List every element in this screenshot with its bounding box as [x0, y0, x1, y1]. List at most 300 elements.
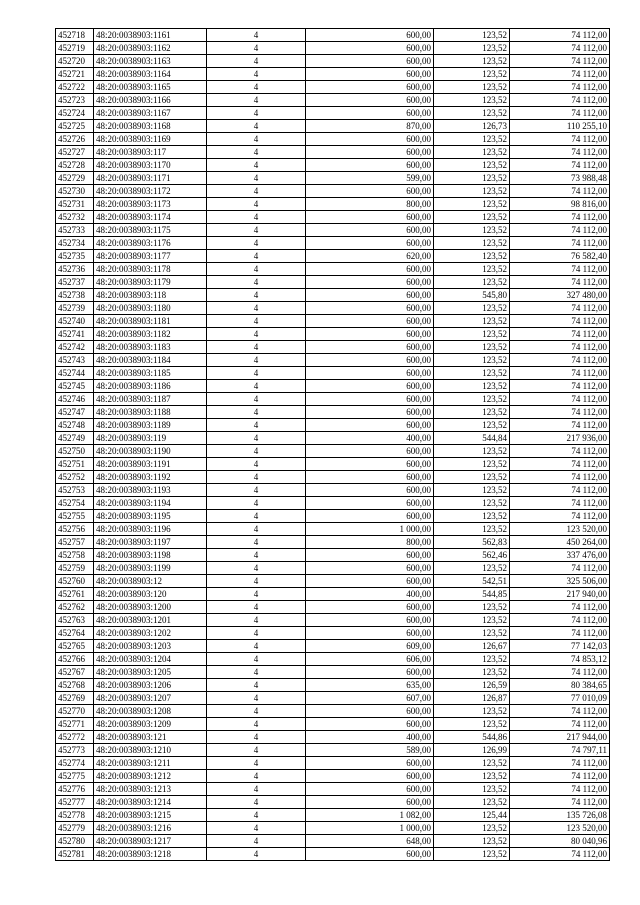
cadastral-number-cell: 48:20:0038903:1174 — [94, 211, 207, 224]
category-cell: 4 — [207, 588, 306, 601]
cadastral-number-cell: 48:20:0038903:1181 — [94, 315, 207, 328]
row-number-cell: 452720 — [56, 55, 94, 68]
cadastral-value-cell: 74 112,00 — [510, 237, 610, 250]
cadastral-number-cell: 48:20:0038903:1199 — [94, 562, 207, 575]
row-number-cell: 452735 — [56, 250, 94, 263]
table-row — [56, 406, 610, 419]
table-row — [56, 445, 610, 458]
category-cell: 4 — [207, 29, 306, 42]
cadastral-number-cell: 48:20:0038903:1161 — [94, 29, 207, 42]
cadastral-number-cell: 48:20:0038903:1167 — [94, 107, 207, 120]
table-row — [56, 159, 610, 172]
specific-value-cell: 123,52 — [434, 822, 510, 835]
row-number-cell: 452781 — [56, 848, 94, 861]
category-cell: 4 — [207, 263, 306, 276]
cadastral-value-cell: 74 853,12 — [510, 653, 610, 666]
cadastral-value-cell: 337 476,00 — [510, 549, 610, 562]
area-cell: 600,00 — [306, 770, 434, 783]
cadastral-value-cell: 74 112,00 — [510, 614, 610, 627]
cadastral-number-cell: 48:20:0038903:117 — [94, 146, 207, 159]
cadastral-value-table — [55, 28, 610, 861]
cadastral-number-cell: 48:20:0038903:1198 — [94, 549, 207, 562]
row-number-cell: 452725 — [56, 120, 94, 133]
specific-value-cell: 123,52 — [434, 315, 510, 328]
cadastral-number-cell: 48:20:0038903:1179 — [94, 276, 207, 289]
cadastral-value-cell: 74 112,00 — [510, 666, 610, 679]
cadastral-value-cell: 73 988,48 — [510, 172, 610, 185]
area-cell: 600,00 — [306, 211, 434, 224]
specific-value-cell: 126,59 — [434, 679, 510, 692]
cadastral-number-cell: 48:20:0038903:1172 — [94, 185, 207, 198]
specific-value-cell: 125,44 — [434, 809, 510, 822]
table-row — [56, 497, 610, 510]
area-cell: 600,00 — [306, 276, 434, 289]
cadastral-value-cell: 123 520,00 — [510, 822, 610, 835]
category-cell: 4 — [207, 471, 306, 484]
specific-value-cell: 123,52 — [434, 406, 510, 419]
row-number-cell: 452719 — [56, 42, 94, 55]
cadastral-value-cell: 123 520,00 — [510, 523, 610, 536]
area-cell: 600,00 — [306, 497, 434, 510]
specific-value-cell: 123,52 — [434, 172, 510, 185]
cadastral-value-cell: 74 112,00 — [510, 146, 610, 159]
table-row — [56, 679, 610, 692]
cadastral-number-cell: 48:20:0038903:1187 — [94, 393, 207, 406]
area-cell: 1 000,00 — [306, 523, 434, 536]
table-row — [56, 575, 610, 588]
row-number-cell: 452734 — [56, 237, 94, 250]
category-cell: 4 — [207, 42, 306, 55]
cadastral-value-cell: 74 112,00 — [510, 42, 610, 55]
cadastral-value-cell: 74 112,00 — [510, 341, 610, 354]
specific-value-cell: 123,52 — [434, 354, 510, 367]
area-cell: 600,00 — [306, 315, 434, 328]
row-number-cell: 452765 — [56, 640, 94, 653]
table-row — [56, 120, 610, 133]
area-cell: 600,00 — [306, 757, 434, 770]
cadastral-number-cell: 48:20:0038903:1178 — [94, 263, 207, 276]
row-number-cell: 452733 — [56, 224, 94, 237]
category-cell: 4 — [207, 848, 306, 861]
cadastral-value-cell: 76 582,40 — [510, 250, 610, 263]
area-cell: 400,00 — [306, 731, 434, 744]
table-row — [56, 640, 610, 653]
specific-value-cell: 123,52 — [434, 263, 510, 276]
area-cell: 600,00 — [306, 341, 434, 354]
specific-value-cell: 123,52 — [434, 94, 510, 107]
specific-value-cell: 123,52 — [434, 133, 510, 146]
cadastral-number-cell: 48:20:0038903:1186 — [94, 380, 207, 393]
category-cell: 4 — [207, 705, 306, 718]
specific-value-cell: 123,52 — [434, 627, 510, 640]
category-cell: 4 — [207, 484, 306, 497]
row-number-cell: 452754 — [56, 497, 94, 510]
category-cell: 4 — [207, 367, 306, 380]
area-cell: 600,00 — [306, 484, 434, 497]
area-cell: 600,00 — [306, 107, 434, 120]
row-number-cell: 452748 — [56, 419, 94, 432]
row-number-cell: 452751 — [56, 458, 94, 471]
cadastral-number-cell: 48:20:0038903:1215 — [94, 809, 207, 822]
row-number-cell: 452773 — [56, 744, 94, 757]
area-cell: 600,00 — [306, 705, 434, 718]
table-row — [56, 224, 610, 237]
specific-value-cell: 123,52 — [434, 835, 510, 848]
category-cell: 4 — [207, 393, 306, 406]
cadastral-value-cell: 74 112,00 — [510, 211, 610, 224]
cadastral-value-cell: 74 112,00 — [510, 562, 610, 575]
cadastral-value-cell: 74 112,00 — [510, 68, 610, 81]
table-row — [56, 198, 610, 211]
specific-value-cell: 123,52 — [434, 523, 510, 536]
cadastral-number-cell: 48:20:0038903:1206 — [94, 679, 207, 692]
area-cell: 600,00 — [306, 55, 434, 68]
row-number-cell: 452744 — [56, 367, 94, 380]
specific-value-cell: 123,52 — [434, 718, 510, 731]
category-cell: 4 — [207, 406, 306, 419]
specific-value-cell: 123,52 — [434, 783, 510, 796]
row-number-cell: 452737 — [56, 276, 94, 289]
specific-value-cell: 123,52 — [434, 198, 510, 211]
area-cell: 600,00 — [306, 549, 434, 562]
table-row — [56, 133, 610, 146]
area-cell: 609,00 — [306, 640, 434, 653]
specific-value-cell: 123,52 — [434, 380, 510, 393]
category-cell: 4 — [207, 302, 306, 315]
row-number-cell: 452770 — [56, 705, 94, 718]
category-cell: 4 — [207, 81, 306, 94]
cadastral-value-cell: 77 142,03 — [510, 640, 610, 653]
category-cell: 4 — [207, 822, 306, 835]
row-number-cell: 452753 — [56, 484, 94, 497]
category-cell: 4 — [207, 744, 306, 757]
cadastral-number-cell: 48:20:0038903:1203 — [94, 640, 207, 653]
table-row — [56, 354, 610, 367]
area-cell: 600,00 — [306, 393, 434, 406]
table-row — [56, 484, 610, 497]
area-cell: 599,00 — [306, 172, 434, 185]
area-cell: 589,00 — [306, 744, 434, 757]
area-cell: 600,00 — [306, 666, 434, 679]
table-row — [56, 770, 610, 783]
area-cell: 800,00 — [306, 536, 434, 549]
specific-value-cell: 123,52 — [434, 146, 510, 159]
row-number-cell: 452728 — [56, 159, 94, 172]
row-number-cell: 452771 — [56, 718, 94, 731]
specific-value-cell: 123,52 — [434, 250, 510, 263]
cadastral-number-cell: 48:20:0038903:1192 — [94, 471, 207, 484]
table-row — [56, 562, 610, 575]
area-cell: 600,00 — [306, 575, 434, 588]
cadastral-number-cell: 48:20:0038903:1193 — [94, 484, 207, 497]
specific-value-cell: 123,52 — [434, 614, 510, 627]
specific-value-cell: 123,52 — [434, 107, 510, 120]
area-cell: 635,00 — [306, 679, 434, 692]
specific-value-cell: 123,52 — [434, 367, 510, 380]
cadastral-number-cell: 48:20:0038903:1207 — [94, 692, 207, 705]
cadastral-value-cell: 74 112,00 — [510, 471, 610, 484]
row-number-cell: 452776 — [56, 783, 94, 796]
cadastral-number-cell: 48:20:0038903:1165 — [94, 81, 207, 94]
specific-value-cell: 123,52 — [434, 471, 510, 484]
row-number-cell: 452746 — [56, 393, 94, 406]
area-cell: 800,00 — [306, 198, 434, 211]
cadastral-number-cell: 48:20:0038903:1194 — [94, 497, 207, 510]
cadastral-number-cell: 48:20:0038903:1163 — [94, 55, 207, 68]
row-number-cell: 452750 — [56, 445, 94, 458]
row-number-cell: 452775 — [56, 770, 94, 783]
row-number-cell: 452743 — [56, 354, 94, 367]
cadastral-value-cell: 74 797,11 — [510, 744, 610, 757]
area-cell: 607,00 — [306, 692, 434, 705]
table-row — [56, 42, 610, 55]
row-number-cell: 452756 — [56, 523, 94, 536]
area-cell: 600,00 — [306, 29, 434, 42]
area-cell: 1 082,00 — [306, 809, 434, 822]
category-cell: 4 — [207, 146, 306, 159]
cadastral-value-cell: 74 112,00 — [510, 510, 610, 523]
row-number-cell: 452769 — [56, 692, 94, 705]
cadastral-number-cell: 48:20:0038903:1168 — [94, 120, 207, 133]
specific-value-cell: 126,99 — [434, 744, 510, 757]
table-row — [56, 289, 610, 302]
cadastral-value-cell: 74 112,00 — [510, 315, 610, 328]
row-number-cell: 452722 — [56, 81, 94, 94]
area-cell: 600,00 — [306, 796, 434, 809]
cadastral-value-cell: 217 944,00 — [510, 731, 610, 744]
cadastral-value-cell: 74 112,00 — [510, 224, 610, 237]
specific-value-cell: 544,85 — [434, 588, 510, 601]
row-number-cell: 452749 — [56, 432, 94, 445]
category-cell: 4 — [207, 276, 306, 289]
category-cell: 4 — [207, 809, 306, 822]
cadastral-value-cell: 74 112,00 — [510, 29, 610, 42]
specific-value-cell: 123,52 — [434, 341, 510, 354]
cadastral-number-cell: 48:20:0038903:1196 — [94, 523, 207, 536]
category-cell: 4 — [207, 341, 306, 354]
table-row — [56, 94, 610, 107]
specific-value-cell: 123,52 — [434, 653, 510, 666]
specific-value-cell: 562,46 — [434, 549, 510, 562]
row-number-cell: 452777 — [56, 796, 94, 809]
specific-value-cell: 126,67 — [434, 640, 510, 653]
area-cell: 600,00 — [306, 185, 434, 198]
table-row — [56, 549, 610, 562]
category-cell: 4 — [207, 497, 306, 510]
area-cell: 600,00 — [306, 419, 434, 432]
table-row — [56, 731, 610, 744]
cadastral-value-cell: 74 112,00 — [510, 302, 610, 315]
row-number-cell: 452739 — [56, 302, 94, 315]
cadastral-value-cell: 74 112,00 — [510, 796, 610, 809]
cadastral-value-cell: 74 112,00 — [510, 458, 610, 471]
specific-value-cell: 123,52 — [434, 601, 510, 614]
cadastral-value-cell: 74 112,00 — [510, 783, 610, 796]
cadastral-value-cell: 74 112,00 — [510, 445, 610, 458]
category-cell: 4 — [207, 159, 306, 172]
row-number-cell: 452732 — [56, 211, 94, 224]
row-number-cell: 452740 — [56, 315, 94, 328]
cadastral-number-cell: 48:20:0038903:1197 — [94, 536, 207, 549]
table-row — [56, 692, 610, 705]
table-row — [56, 172, 610, 185]
specific-value-cell: 123,52 — [434, 224, 510, 237]
table-row — [56, 523, 610, 536]
cadastral-number-cell: 48:20:0038903:1170 — [94, 159, 207, 172]
cadastral-number-cell: 48:20:0038903:1201 — [94, 614, 207, 627]
table-row — [56, 510, 610, 523]
area-cell: 620,00 — [306, 250, 434, 263]
row-number-cell: 452761 — [56, 588, 94, 601]
table-row — [56, 458, 610, 471]
area-cell: 600,00 — [306, 159, 434, 172]
cadastral-value-cell: 450 264,00 — [510, 536, 610, 549]
specific-value-cell: 123,52 — [434, 328, 510, 341]
area-cell: 600,00 — [306, 146, 434, 159]
cadastral-number-cell: 48:20:0038903:1166 — [94, 94, 207, 107]
cadastral-number-cell: 48:20:0038903:1212 — [94, 770, 207, 783]
table-row — [56, 653, 610, 666]
category-cell: 4 — [207, 783, 306, 796]
row-number-cell: 452738 — [56, 289, 94, 302]
cadastral-value-cell: 74 112,00 — [510, 107, 610, 120]
row-number-cell: 452778 — [56, 809, 94, 822]
category-cell: 4 — [207, 354, 306, 367]
area-cell: 870,00 — [306, 120, 434, 133]
category-cell: 4 — [207, 614, 306, 627]
specific-value-cell: 123,52 — [434, 42, 510, 55]
cadastral-value-cell: 74 112,00 — [510, 185, 610, 198]
specific-value-cell: 123,52 — [434, 445, 510, 458]
table-row — [56, 783, 610, 796]
table-row — [56, 81, 610, 94]
cadastral-number-cell: 48:20:0038903:1205 — [94, 666, 207, 679]
cadastral-number-cell: 48:20:0038903:1217 — [94, 835, 207, 848]
cadastral-number-cell: 48:20:0038903:1190 — [94, 445, 207, 458]
category-cell: 4 — [207, 94, 306, 107]
cadastral-number-cell: 48:20:0038903:1184 — [94, 354, 207, 367]
category-cell: 4 — [207, 575, 306, 588]
category-cell: 4 — [207, 757, 306, 770]
category-cell: 4 — [207, 55, 306, 68]
cadastral-value-cell: 327 480,00 — [510, 289, 610, 302]
table-row — [56, 276, 610, 289]
table-row — [56, 211, 610, 224]
cadastral-number-cell: 48:20:0038903:1188 — [94, 406, 207, 419]
cadastral-value-cell: 135 726,08 — [510, 809, 610, 822]
row-number-cell: 452718 — [56, 29, 94, 42]
category-cell: 4 — [207, 835, 306, 848]
cadastral-number-cell: 48:20:0038903:120 — [94, 588, 207, 601]
cadastral-number-cell: 48:20:0038903:1200 — [94, 601, 207, 614]
category-cell: 4 — [207, 211, 306, 224]
table-row — [56, 705, 610, 718]
table-row — [56, 536, 610, 549]
area-cell: 600,00 — [306, 354, 434, 367]
table-row — [56, 185, 610, 198]
cadastral-value-cell: 110 255,10 — [510, 120, 610, 133]
table-row — [56, 796, 610, 809]
category-cell: 4 — [207, 315, 306, 328]
specific-value-cell: 123,52 — [434, 302, 510, 315]
category-cell: 4 — [207, 731, 306, 744]
specific-value-cell: 123,52 — [434, 510, 510, 523]
category-cell: 4 — [207, 120, 306, 133]
table-row — [56, 302, 610, 315]
cadastral-number-cell: 48:20:0038903:1191 — [94, 458, 207, 471]
area-cell: 600,00 — [306, 94, 434, 107]
cadastral-value-cell: 74 112,00 — [510, 718, 610, 731]
table-row — [56, 380, 610, 393]
cadastral-value-cell: 217 940,00 — [510, 588, 610, 601]
cadastral-value-cell: 74 112,00 — [510, 757, 610, 770]
row-number-cell: 452741 — [56, 328, 94, 341]
table-row — [56, 627, 610, 640]
specific-value-cell: 545,80 — [434, 289, 510, 302]
area-cell: 600,00 — [306, 224, 434, 237]
area-cell: 600,00 — [306, 68, 434, 81]
area-cell: 600,00 — [306, 406, 434, 419]
category-cell: 4 — [207, 666, 306, 679]
area-cell: 1 000,00 — [306, 822, 434, 835]
table-row — [56, 263, 610, 276]
table-row — [56, 835, 610, 848]
row-number-cell: 452721 — [56, 68, 94, 81]
cadastral-value-cell: 74 112,00 — [510, 406, 610, 419]
specific-value-cell: 542,51 — [434, 575, 510, 588]
cadastral-number-cell: 48:20:0038903:1171 — [94, 172, 207, 185]
cadastral-number-cell: 48:20:0038903:1195 — [94, 510, 207, 523]
area-cell: 600,00 — [306, 718, 434, 731]
cadastral-value-cell: 217 936,00 — [510, 432, 610, 445]
cadastral-value-cell: 74 112,00 — [510, 705, 610, 718]
specific-value-cell: 123,52 — [434, 770, 510, 783]
row-number-cell: 452723 — [56, 94, 94, 107]
category-cell: 4 — [207, 68, 306, 81]
specific-value-cell: 123,52 — [434, 29, 510, 42]
cadastral-value-cell: 74 112,00 — [510, 367, 610, 380]
cadastral-number-cell: 48:20:0038903:121 — [94, 731, 207, 744]
cadastral-value-cell: 74 112,00 — [510, 159, 610, 172]
cadastral-value-cell: 74 112,00 — [510, 133, 610, 146]
row-number-cell: 452763 — [56, 614, 94, 627]
table-row — [56, 419, 610, 432]
category-cell: 4 — [207, 380, 306, 393]
table-row — [56, 744, 610, 757]
area-cell: 600,00 — [306, 627, 434, 640]
cadastral-number-cell: 48:20:0038903:118 — [94, 289, 207, 302]
specific-value-cell: 123,52 — [434, 68, 510, 81]
area-cell: 600,00 — [306, 289, 434, 302]
table-row — [56, 588, 610, 601]
table-row — [56, 432, 610, 445]
cadastral-value-cell: 74 112,00 — [510, 263, 610, 276]
cadastral-number-cell: 48:20:0038903:1182 — [94, 328, 207, 341]
category-cell: 4 — [207, 601, 306, 614]
cadastral-number-cell: 48:20:0038903:1173 — [94, 198, 207, 211]
table-row — [56, 757, 610, 770]
row-number-cell: 452724 — [56, 107, 94, 120]
specific-value-cell: 126,73 — [434, 120, 510, 133]
table-body — [56, 29, 610, 861]
area-cell: 600,00 — [306, 81, 434, 94]
row-number-cell: 452779 — [56, 822, 94, 835]
cadastral-value-cell: 74 112,00 — [510, 81, 610, 94]
specific-value-cell: 123,52 — [434, 419, 510, 432]
specific-value-cell: 123,52 — [434, 497, 510, 510]
table-row — [56, 393, 610, 406]
area-cell: 600,00 — [306, 601, 434, 614]
